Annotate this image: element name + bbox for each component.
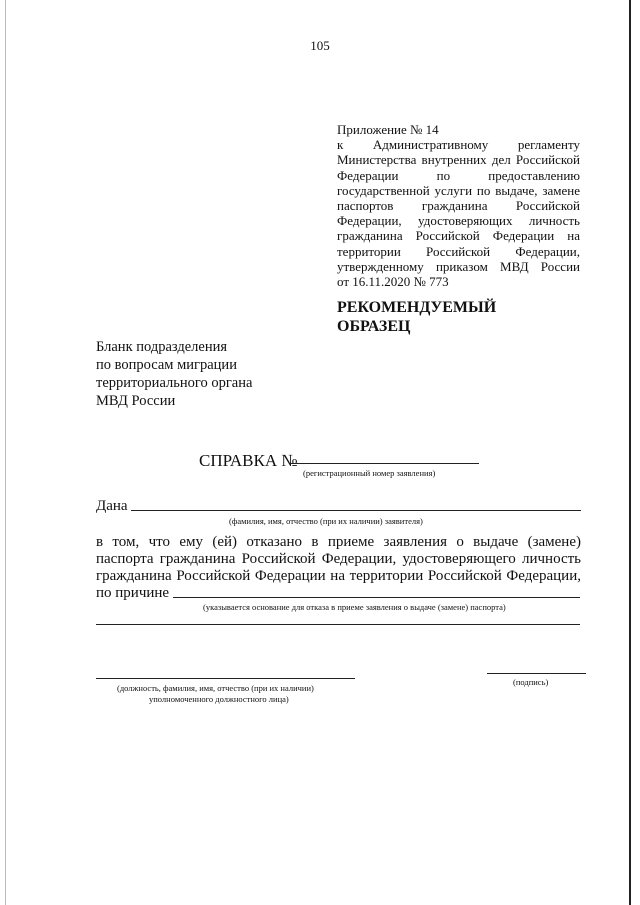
blank-line: МВД России xyxy=(96,393,176,409)
signature-caption: (подпись) xyxy=(513,677,549,687)
certificate-number-caption: (регистрационный номер заявления) xyxy=(303,468,436,478)
official-caption-line-2: уполномоченного должностного лица) xyxy=(149,694,289,704)
certificate-title: СПРАВКА № xyxy=(199,451,298,470)
issued-caption: (фамилия, имя, отчество (при их наличии) заявителя) xyxy=(229,516,423,526)
blank-line: по вопросам миграции xyxy=(96,357,237,373)
certificate-number-line xyxy=(289,463,479,464)
recommended-sample-heading xyxy=(337,298,537,336)
issued-to-line xyxy=(131,510,581,511)
annex-line: к Административному регламенту xyxy=(337,137,580,153)
annex-block xyxy=(337,122,580,289)
official-caption-line-1: (должность, фамилия, имя, отчество (при их наличии) xyxy=(117,683,314,693)
recommended-line-1: РЕКОМЕНДУЕМЫЙ xyxy=(337,299,497,316)
recommended-line-2: ОБРАЗЕЦ xyxy=(337,318,411,335)
reason-caption: (указывается основание для отказа в приеме заявления о выдаче (замене) паспорта) xyxy=(203,602,506,612)
annex-line: государственной услуги по выдаче, замене xyxy=(337,182,580,198)
annex-line: Федерации по предоставлению xyxy=(337,167,580,183)
reason-continuation-line xyxy=(96,624,580,625)
body-line: в том, что ему (ей) отказано в приеме заявления о выдаче (замене) xyxy=(96,534,581,550)
annex-line: Министерства внутренних дел Российской xyxy=(337,152,580,168)
blank-line: территориального органа xyxy=(96,375,253,391)
annex-line: гражданина Российской Федерации на xyxy=(337,228,580,244)
annex-line: Федерации, удостоверяющих личность xyxy=(337,213,580,229)
annex-line: паспортов гражданина Российской xyxy=(337,198,580,214)
reason-label: по причине xyxy=(96,585,170,601)
annex-line: утвержденному приказом МВД России xyxy=(337,258,580,274)
annex-title: Приложение № 14 xyxy=(337,122,439,137)
reason-line xyxy=(173,597,580,598)
official-name-line xyxy=(96,678,355,679)
issued-label: Дана xyxy=(96,498,128,514)
page-edge-left xyxy=(5,0,6,905)
page-edge-right xyxy=(629,0,631,905)
body-line: паспорта гражданина Российской Федерации, удостоверяющего личность xyxy=(96,551,581,567)
certificate-body xyxy=(96,534,581,585)
department-blank xyxy=(96,338,336,410)
annex-last-line: от 16.11.2020 № 773 xyxy=(337,274,449,290)
annex-line: территории Российской Федерации, xyxy=(337,243,580,259)
signature-line xyxy=(487,673,586,674)
page-number: 105 xyxy=(310,38,330,53)
blank-line: Бланк подразделения xyxy=(96,339,228,355)
body-line: гражданина Российской Федерации на территории Российской Федерации, xyxy=(96,568,581,584)
